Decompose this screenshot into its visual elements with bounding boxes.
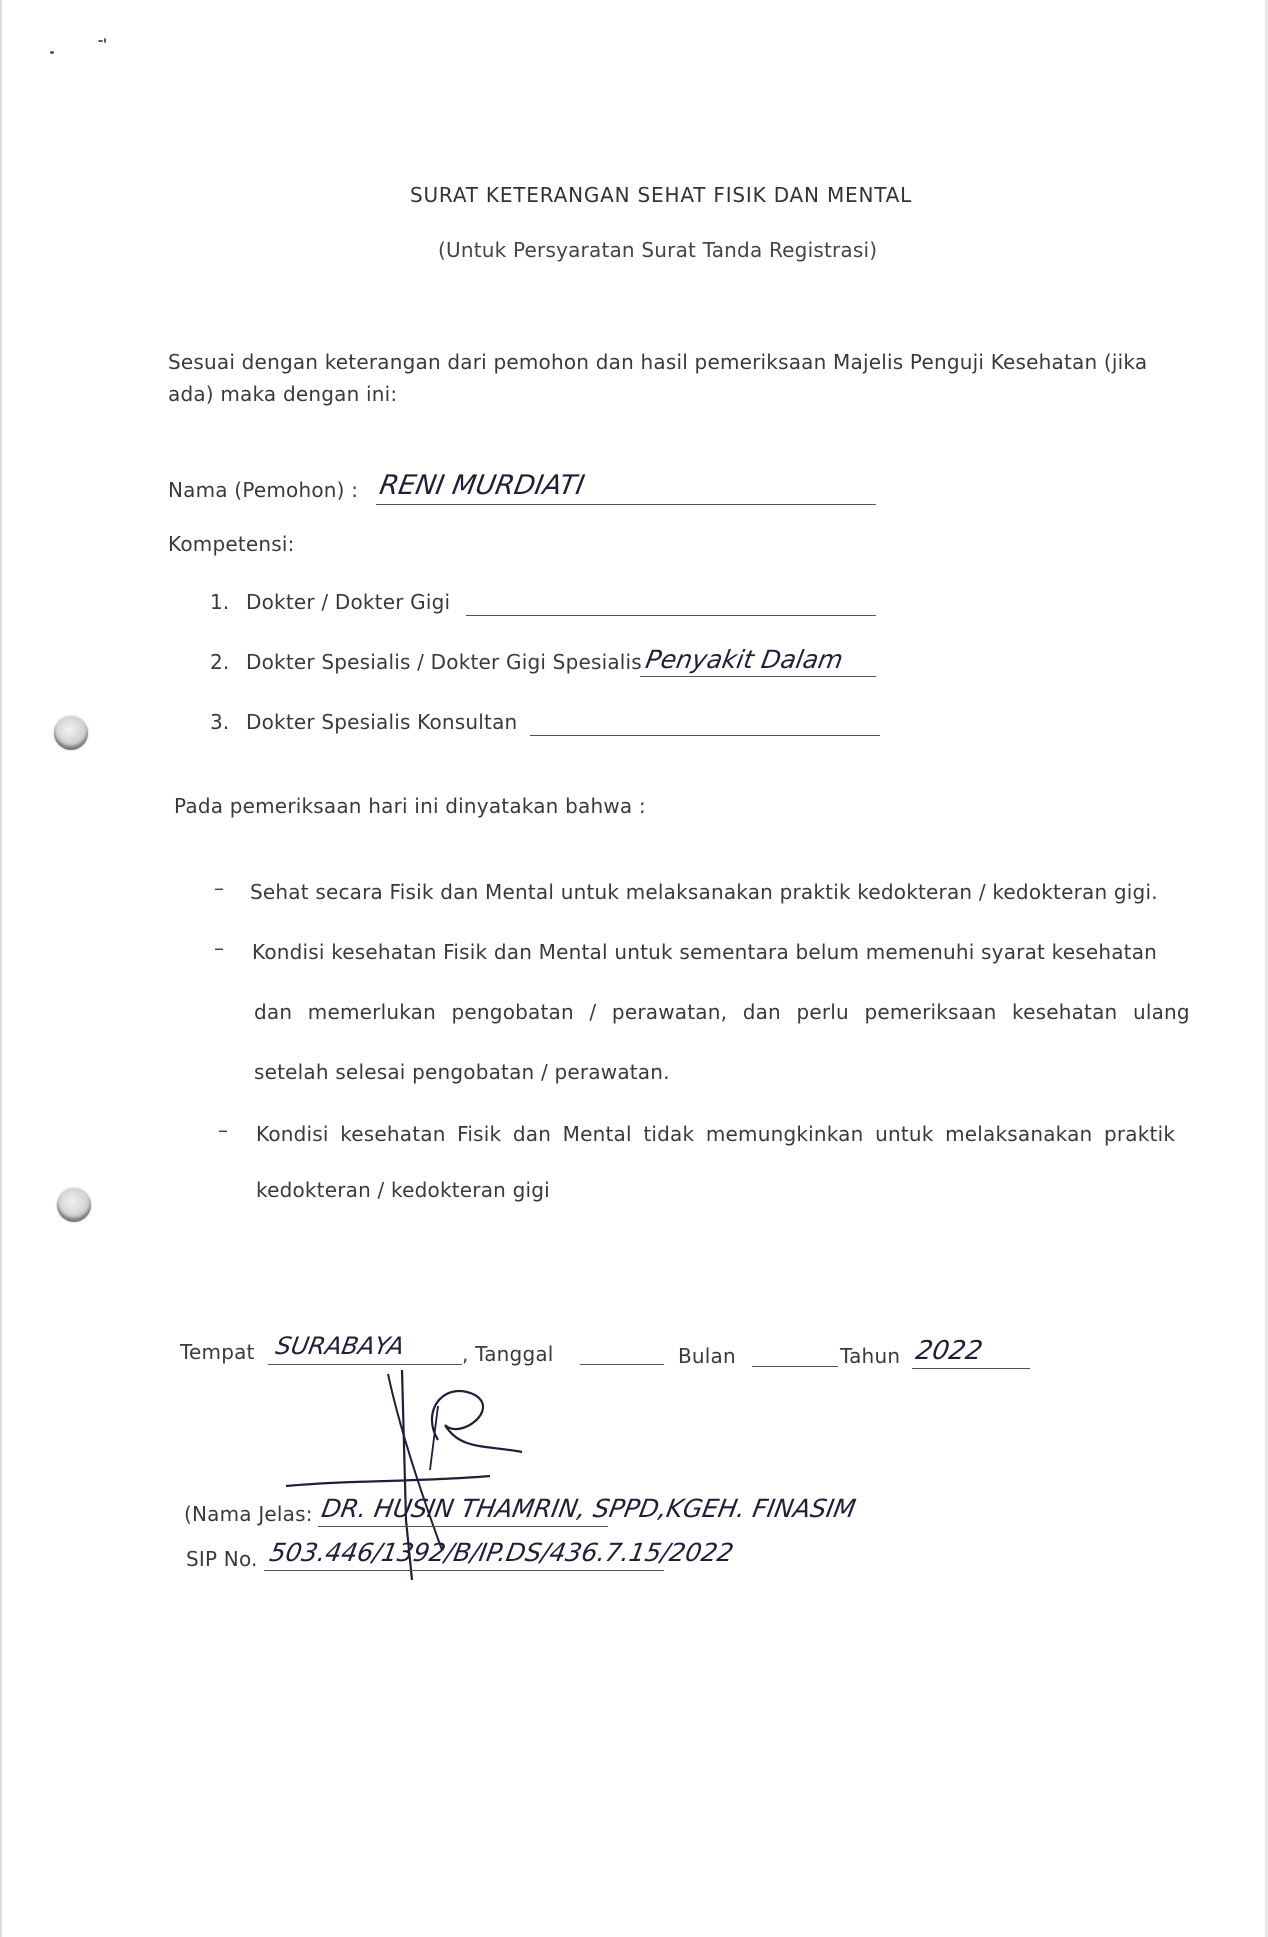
punch-hole [54, 716, 88, 750]
scan-speck [98, 40, 103, 42]
kompetensi-item-3-line [530, 735, 880, 736]
statement-2-line-1: Kondisi kesehatan Fisik dan Mental untuk sementara belum memenuhi syarat kesehatan [252, 940, 1158, 964]
tahun-value: 2022 [913, 1336, 985, 1366]
statement-3-dash: – [218, 1118, 228, 1142]
statement-2-line-3: setelah selesai pengobatan / perawatan. [254, 1060, 670, 1084]
tanggal-label: , Tanggal [462, 1342, 554, 1366]
tempat-value: SURABAYA [273, 1332, 407, 1360]
kompetensi-item-2-number: 2. [210, 650, 230, 674]
kompetensi-item-1-line [466, 615, 876, 616]
bulan-label: Bulan [678, 1344, 736, 1368]
kompetensi-item-2-line [640, 676, 876, 677]
kompetensi-item-1-number: 1. [210, 590, 230, 614]
nama-jelas-label: (Nama Jelas: [184, 1502, 313, 1526]
document-title: SURAT KETERANGAN SEHAT FISIK DAN MENTAL [410, 183, 913, 207]
bulan-line [752, 1366, 838, 1367]
nama-line [376, 504, 876, 505]
statement-3-line-2: kedokteran / kedokteran gigi [256, 1178, 550, 1202]
scan-speck [104, 38, 106, 43]
statement-2-line-2: dan memerlukan pengobatan / perawatan, dan perlu pemeriksaan kesehatan ulang [254, 1000, 1190, 1024]
kompetensi-label: Kompetensi: [168, 532, 295, 556]
kompetensi-item-3-label: Dokter Spesialis Konsultan [246, 710, 518, 734]
tahun-line [912, 1368, 1030, 1369]
sip-value: 503.446/1392/B/IP.DS/436.7.15/2022 [267, 1538, 736, 1567]
kompetensi-item-1-label: Dokter / Dokter Gigi [246, 590, 451, 614]
nama-value: RENI MURDIATI [377, 470, 587, 501]
nama-jelas-line [318, 1526, 608, 1527]
statement-1-dash: – [214, 876, 224, 900]
punch-hole [57, 1188, 91, 1222]
sip-line [264, 1570, 664, 1571]
pemeriksaan-label: Pada pemeriksaan hari ini dinyatakan bahwa : [174, 794, 646, 818]
scan-edge-left [0, 0, 2, 1937]
statement-3-line-1: Kondisi kesehatan Fisik dan Mental tidak memungkinkan untuk melaksanakan praktik [256, 1122, 1176, 1146]
tempat-label: Tempat [180, 1340, 255, 1364]
tahun-label: Tahun [840, 1344, 901, 1368]
statement-1-line-1: Sehat secara Fisik dan Mental untuk melaksanakan praktik kedokteran / kedokteran gigi. [250, 880, 1158, 904]
kompetensi-item-2-label: Dokter Spesialis / Dokter Gigi Spesialis [246, 650, 642, 674]
sip-label: SIP No. [186, 1547, 258, 1571]
document-subtitle: (Untuk Persyaratan Surat Tanda Registrasi) [438, 238, 878, 262]
tempat-line [268, 1364, 462, 1365]
intro-line-1: Sesuai dengan keterangan dari pemohon dan hasil pemeriksaan Majelis Penguji Kesehatan (jika [168, 350, 1148, 374]
tanggal-line [580, 1364, 664, 1365]
kompetensi-item-3-number: 3. [210, 710, 230, 734]
nama-label: Nama (Pemohon) : [168, 478, 359, 502]
scan-speck [50, 51, 54, 54]
nama-jelas-value: DR. HUSIN THAMRIN, SPPD,KGEH. FINASIM [319, 1494, 858, 1523]
statement-2-dash: – [214, 936, 224, 960]
intro-line-2: ada) maka dengan ini: [168, 382, 398, 406]
kompetensi-item-2-value: Penyakit Dalam [643, 645, 846, 674]
